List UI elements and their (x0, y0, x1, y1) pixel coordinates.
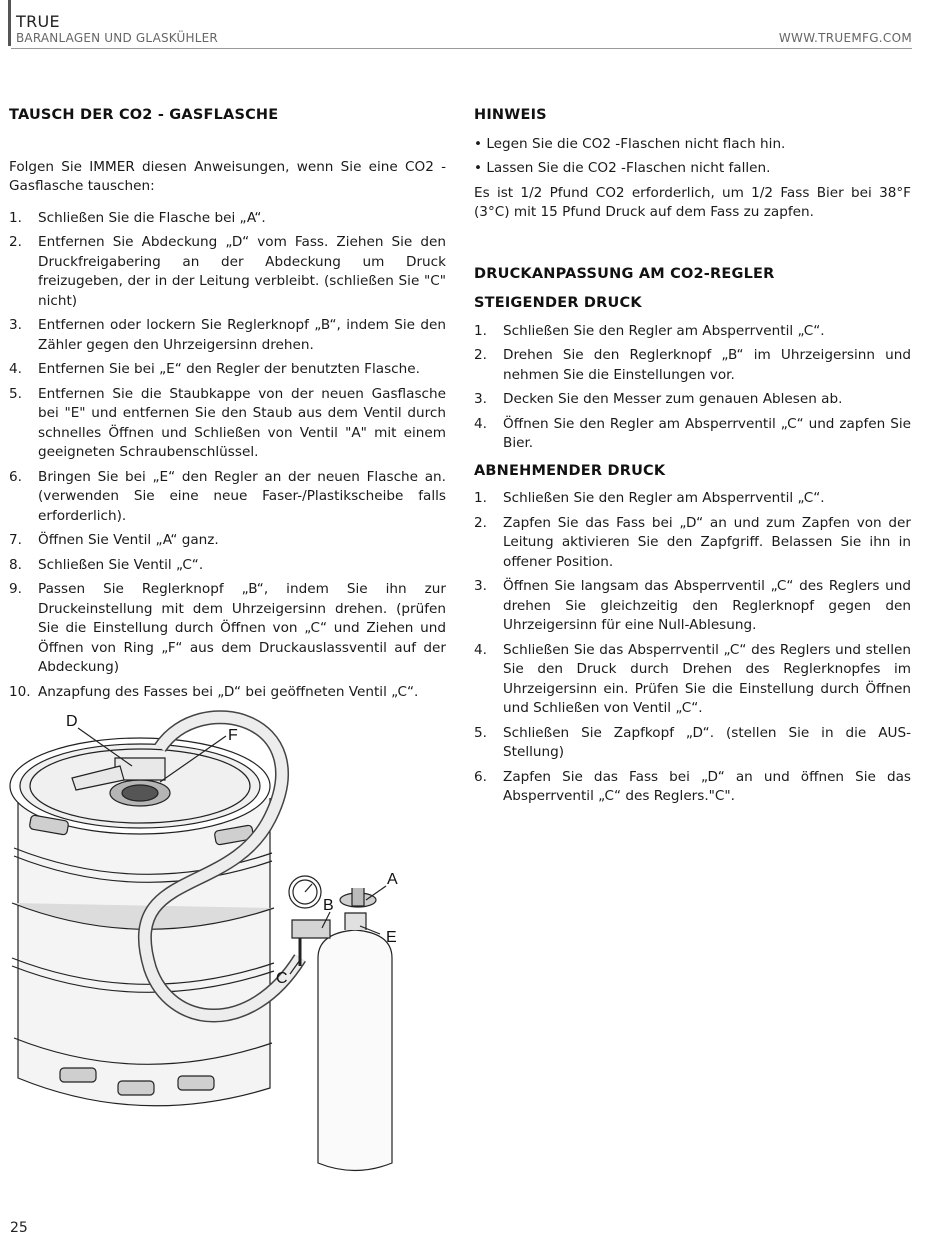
left-column (9, 106, 446, 707)
list-item: 1. Schließen Sie den Regler am Absperrventil „C“. (474, 322, 825, 339)
hint-bullets (474, 135, 911, 179)
section-title-gas-cylinder: TAUSCH DER CO2 - GASFLASCHE (9, 107, 279, 123)
page-header (8, 0, 912, 50)
website-url: WWW.TRUEMFG.COM (778, 31, 912, 45)
cylinder-steps-list (9, 209, 446, 703)
label-c: C (276, 970, 288, 987)
right-column (474, 106, 911, 812)
list-item: 5. Schließen Sie Zapfkopf „D“. (stellen Sie in die AUS-Stellung) (474, 724, 911, 760)
list-item: 2. Zapfen Sie das Fass bei „D“ an und zum Zapfen von der Leitung aktivieren Sie den Zapfgriff. Belassen Sie ihn in offener Position. (474, 514, 911, 570)
brand-name: TRUE (16, 12, 60, 31)
falling-pressure-title: ABNEHMENDER DRUCK (474, 462, 666, 479)
list-item: 8. Schließen Sie Ventil „C“. (9, 556, 204, 573)
label-a: A (387, 871, 398, 888)
hint-title: HINWEIS (474, 107, 547, 123)
list-item: 7. Öffnen Sie Ventil „A“ ganz. (9, 532, 219, 548)
label-b: B (323, 897, 334, 914)
header-divider (11, 48, 912, 49)
list-item: 9. Passen Sie Reglerknopf „B“, indem Sie ihn zur Druckeinstellung mit dem Uhrzeigersinn drehen. (prüfen Sie die Einstellung durch Öffnen von „C“ und Ziehen und Öffnen von Ring „F“ aus dem Druckauslassventil auf der Abdeckung) (9, 581, 446, 675)
intro-text: Folgen Sie IMMER diesen Anweisungen, wenn Sie eine CO2 - Gasflasche tauschen: (9, 158, 446, 194)
list-item: 6. Bringen Sie bei „E“ den Regler an der neuen Flasche an. (verwenden Sie eine neue Faser-/Plastikscheibe falls erforderlich). (9, 468, 446, 524)
list-item: 6. Zapfen Sie das Fass bei „D“ an und öffnen Sie das Absperrventil „C“ des Reglers."C". (474, 768, 911, 804)
list-item: • Lassen Sie die CO2 -Flaschen nicht fallen. (474, 160, 771, 176)
list-item: 3. Entfernen oder lockern Sie Reglerknopf „B“, indem Sie den Zähler gegen den Uhrzeigersinn drehen. (9, 317, 446, 353)
list-item: 4. Entfernen Sie bei „E“ den Regler der benutzten Flasche. (9, 361, 420, 377)
header-subtitle: BARANLAGEN UND GLASKÜHLER (16, 31, 218, 45)
page-number: 25 (10, 1220, 28, 1236)
list-item: 1. Schließen Sie die Flasche bei „A“. (9, 209, 266, 226)
label-e: E (386, 929, 397, 946)
falling-steps-list (474, 489, 911, 807)
list-item: 4. Öffnen Sie den Regler am Absperrventil „C“ und zapfen Sie Bier. (474, 415, 911, 451)
rising-steps-list (474, 322, 911, 454)
rising-pressure-title: STEIGENDER DRUCK (474, 295, 642, 311)
list-item: 1. Schließen Sie den Regler am Absperrventil „C“. (474, 490, 825, 506)
list-item: 3. Decken Sie den Messer zum genauen Ablesen ab. (474, 391, 843, 407)
label-f: F (228, 727, 238, 744)
label-d: D (66, 713, 78, 730)
list-item: 2. Drehen Sie den Reglerknopf „B“ im Uhrzeigersinn und nehmen Sie die Einstellungen vor. (474, 347, 911, 383)
list-item: 4. Schließen Sie das Absperrventil „C“ des Reglers und stellen Sie den Druck durch Drehen des Reglerknopfes im Uhrzeigersinn ein. Prüfen Sie die Einstellung durch Öffnen und Schließen von Ventil „C“. (474, 641, 911, 716)
list-item: • Legen Sie die CO2 -Flaschen nicht flach hin. (474, 135, 786, 152)
header-accent-bar (8, 0, 11, 46)
keg-co2-diagram (0, 708, 420, 1188)
list-item: 3. Öffnen Sie langsam das Absperrventil „C“ des Reglers und drehen Sie gleichzeitig den Reglerknopf gegen den Uhrzeigersinn für eine Null-Ablesung. (474, 578, 911, 633)
co2-cylinder-illustration (289, 876, 392, 1171)
list-item: 10. Anzapfung des Fasses bei „D“ bei geöffneten Ventil „C“. (9, 683, 419, 700)
regulator-adjust-title: DRUCKANPASSUNG AM CO2-REGLER (474, 265, 775, 282)
hint-note: Es ist 1/2 Pfund CO2 erforderlich, um 1/2 Fass Bier bei 38°F (3°C) mit 15 Pfund Druck auf dem Fass zu zapfen. (474, 184, 911, 220)
list-item: 5. Entfernen Sie die Staubkappe von der neuen Gasflasche bei "E" und entfernen Sie den Staub aus dem Ventil durch schnelles Öffnen und Schließen von Ventil "A" mit einem geeigneten Schraubenschlüssel. (9, 385, 446, 460)
list-item: 2. Entfernen Sie Abdeckung „D“ vom Fass. Ziehen Sie den Druckfreigabering an der Abdeckung um Druck freizugeben, der in der Leitung verbleibt. (schließen Sie "C" nicht) (9, 234, 446, 309)
